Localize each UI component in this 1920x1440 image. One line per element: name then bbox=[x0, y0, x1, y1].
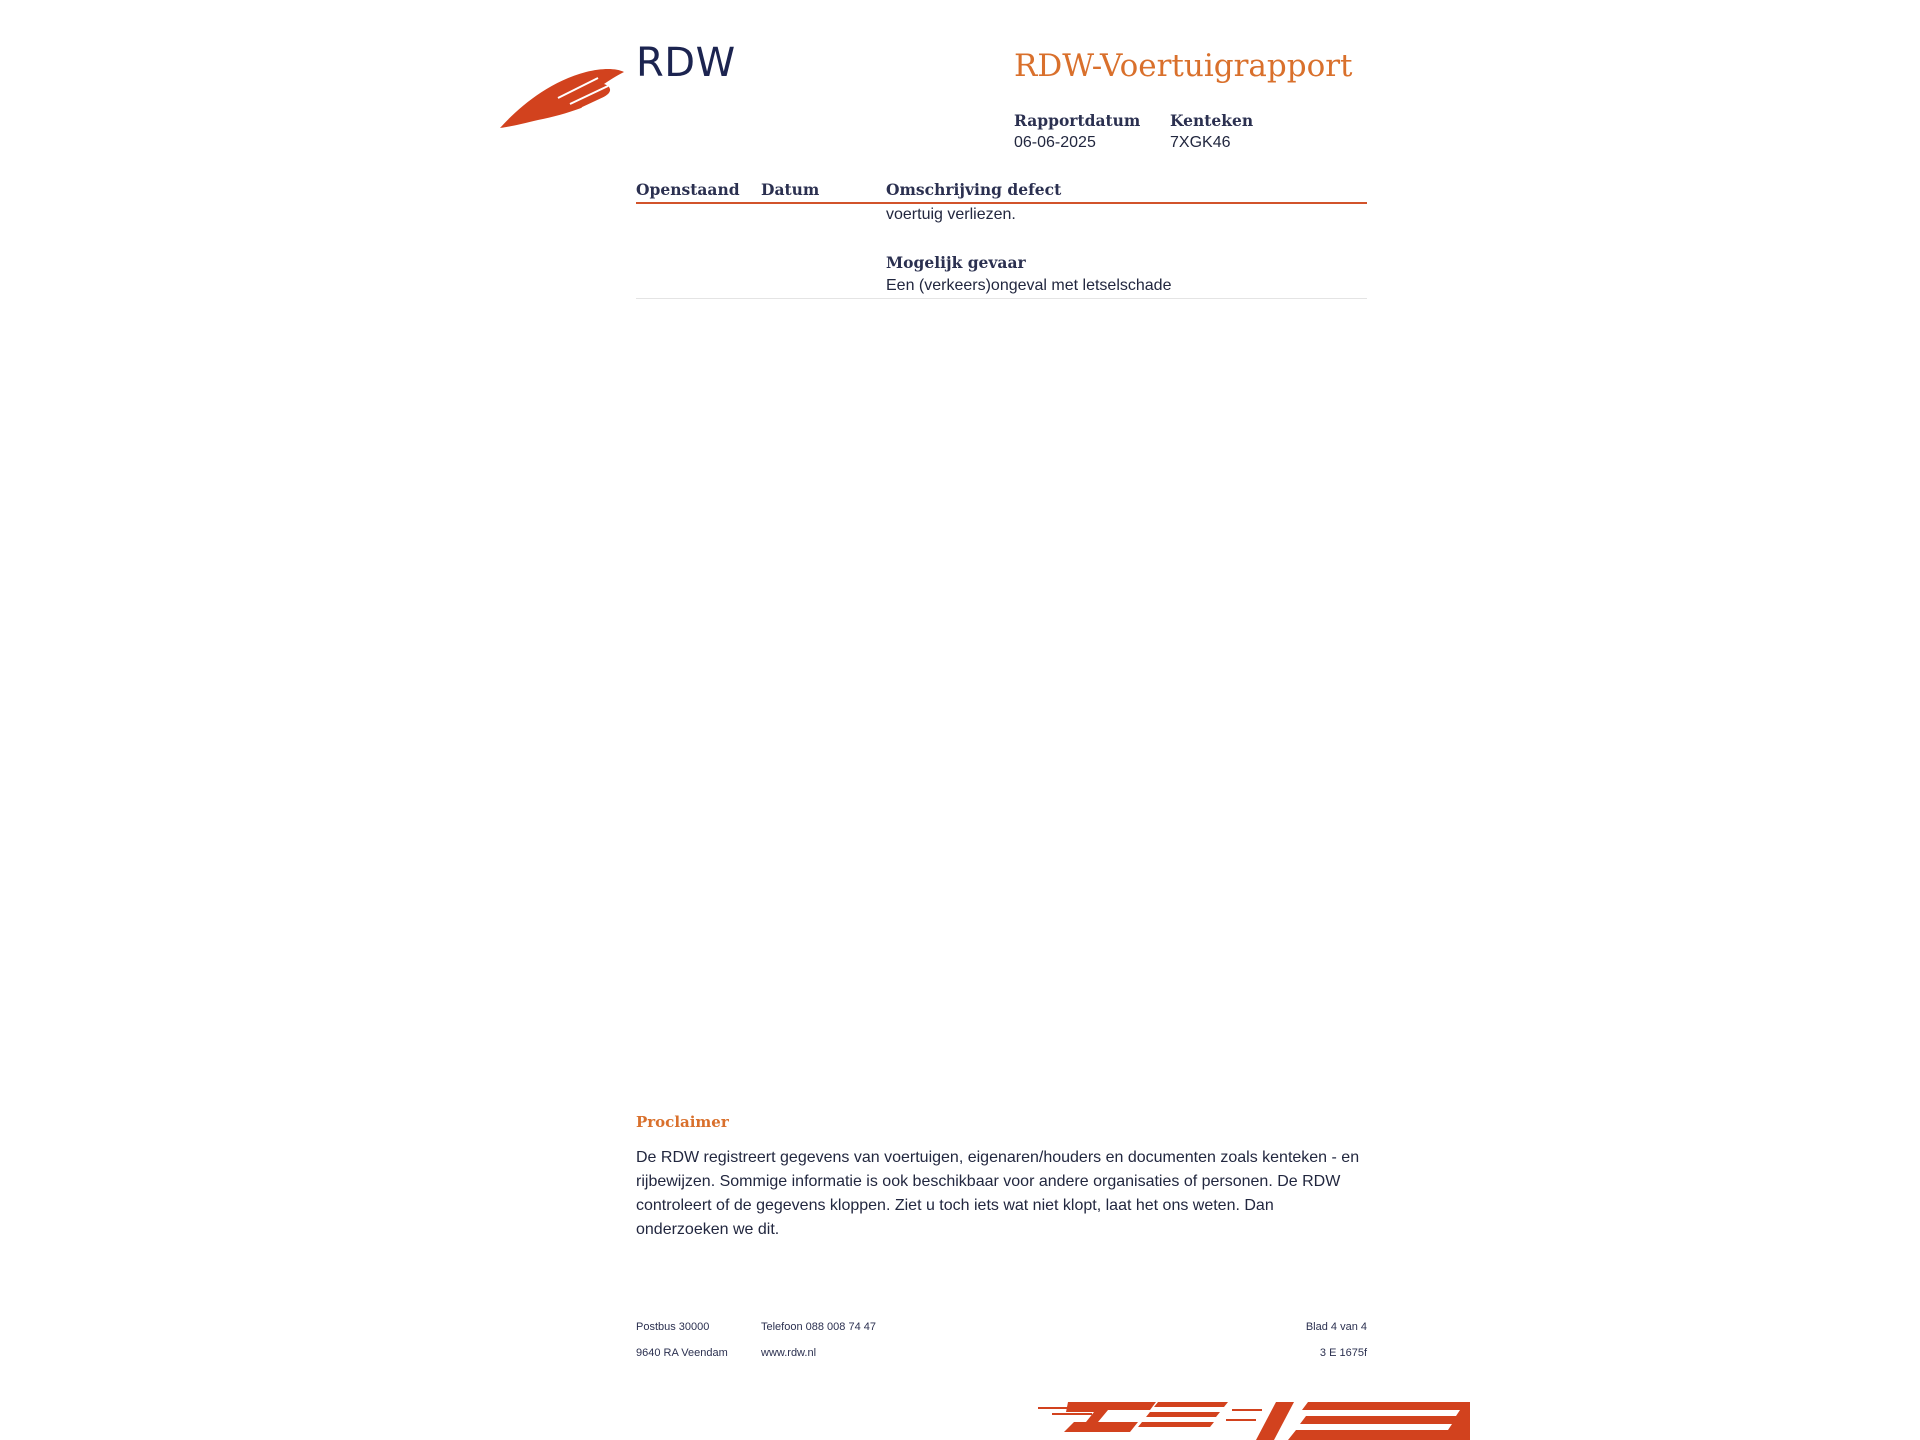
rdw-stripes-graphic-icon bbox=[1038, 1400, 1470, 1440]
footer-address-line2: 9640 RA Veendam bbox=[636, 1347, 728, 1359]
footer-document-code: 3 E 1675f bbox=[1319, 1347, 1367, 1359]
footer-website-link[interactable]: www.rdw.nl bbox=[761, 1347, 817, 1359]
report-date-label: Rapportdatum bbox=[1014, 111, 1141, 130]
plate-value: 7XGK46 bbox=[1170, 134, 1231, 151]
proclaimer-title: Proclaimer bbox=[636, 1113, 729, 1131]
footer-phone: Telefoon 088 008 74 47 bbox=[761, 1321, 876, 1333]
footer-page-number: Blad 4 van 4 bbox=[1305, 1321, 1367, 1333]
plate-label: Kenteken bbox=[1170, 111, 1254, 130]
table-header-rule bbox=[636, 202, 1367, 204]
rdw-feather-logo-icon bbox=[498, 64, 626, 130]
column-header-openstaand: Openstaand bbox=[636, 180, 740, 199]
report-date-value: 06-06-2025 bbox=[1014, 134, 1096, 151]
column-header-datum: Datum bbox=[761, 180, 820, 199]
proclaimer-text: De RDW registreert gegevens van voertuigen, eigenaren/houders en documenten zoals kenteken - en rijbewijzen. Sommige informatie is ook beschikbaar voor andere organisaties of personen. De RDW controleert of de gegevens kloppen. Ziet u toch iets wat niet klopt, laat het ons weten. Dan onderzoeken we dit. bbox=[636, 1149, 1360, 1238]
report-title: RDW-Voertuigrapport bbox=[1014, 48, 1353, 84]
table-row-divider bbox=[636, 298, 1367, 299]
defect-description-cell: voertuig verliezen. bbox=[886, 206, 1016, 223]
column-header-omschrijving: Omschrijving defect bbox=[886, 180, 1062, 199]
danger-value: Een (verkeers)ongeval met letselschade bbox=[886, 277, 1172, 294]
danger-label: Mogelijk gevaar bbox=[886, 253, 1026, 272]
brand-name: RDW bbox=[636, 40, 736, 86]
footer-address-line1: Postbus 30000 bbox=[636, 1321, 710, 1333]
